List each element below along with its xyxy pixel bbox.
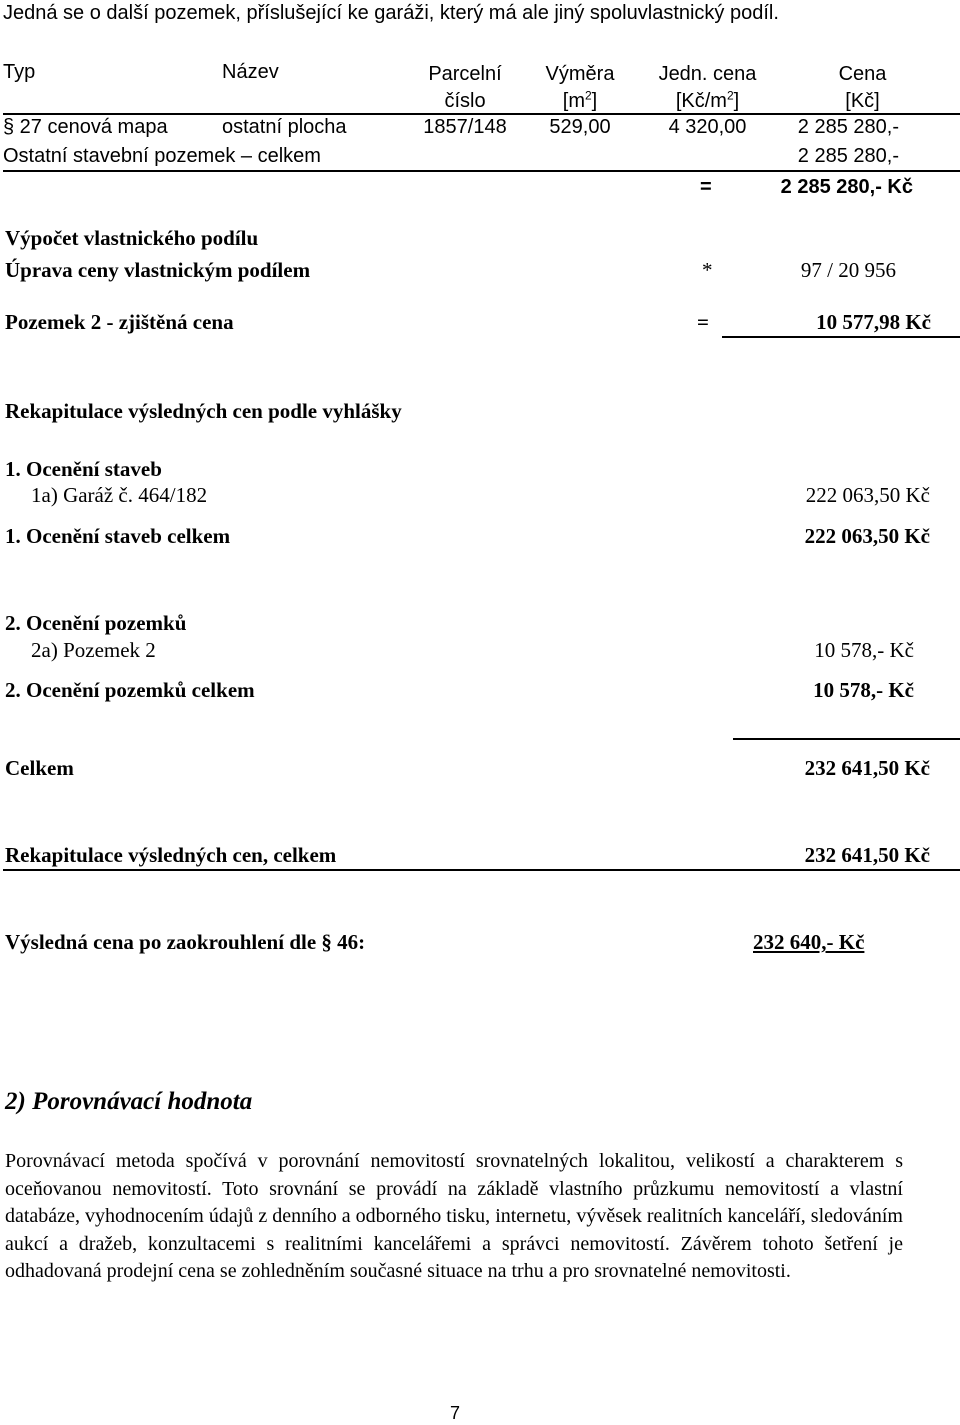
recap-total-label: Rekapitulace výsledných cen, celkem bbox=[5, 843, 337, 867]
header-rule bbox=[3, 113, 960, 115]
intro-text: Jedná se o další pozemek, příslušející ke garáži, který má ale jiný spoluvlastnický podíl. bbox=[3, 2, 779, 24]
share-adjust-label: Úprava ceny vlastnickým podílem bbox=[5, 258, 311, 282]
recap-s2-item-value: 10 578,- Kč bbox=[814, 638, 914, 662]
recap-s1-total-value: 222 063,50 Kč bbox=[804, 524, 930, 548]
row-nazev: ostatní plocha bbox=[222, 116, 347, 138]
row-jedn-cena: 4 320,00 bbox=[668, 116, 747, 138]
share-result-rule bbox=[722, 336, 960, 338]
share-adjust-operator: * bbox=[702, 258, 713, 282]
header-typ: Typ bbox=[3, 61, 36, 83]
section2-title: 2) Porovnávací hodnota bbox=[5, 1088, 253, 1115]
recap-s2-total-value: 10 578,- Kč bbox=[813, 678, 914, 702]
row-vymera: 529,00 bbox=[549, 116, 611, 138]
recap-total-rule bbox=[3, 869, 960, 871]
recap-total-value: 232 641,50 Kč bbox=[804, 843, 930, 867]
total-label: Ostatní stavební pozemek – celkem bbox=[3, 145, 321, 167]
recap-s2-title: 2. Ocenění pozemků bbox=[5, 611, 187, 635]
final-value: 232 640,- Kč bbox=[753, 930, 865, 954]
total-rule bbox=[3, 170, 960, 172]
recap-s1-total-label: 1. Ocenění staveb celkem bbox=[5, 524, 231, 548]
recap-s2-total-label: 2. Ocenění pozemků celkem bbox=[5, 678, 255, 702]
row-cena: 2 285 280,- bbox=[797, 116, 899, 138]
share-result-label: Pozemek 2 - zjištěná cena bbox=[5, 310, 234, 334]
equals-value: 2 285 280,- Kč bbox=[780, 176, 913, 198]
recap-title: Rekapitulace výsledných cen podle vyhlášky bbox=[5, 399, 402, 423]
header-nazev: Název bbox=[222, 61, 279, 83]
celkem-rule bbox=[733, 738, 960, 740]
header-cena: Cena [Kč] bbox=[838, 63, 887, 112]
header-jedn-cena: Jedn. cena $[Kč/m^2]$ bbox=[658, 63, 757, 112]
header-parcelni: Parcelní číslo bbox=[428, 63, 502, 112]
total-value: 2 285 280,- bbox=[797, 145, 899, 167]
share-result-operator: = bbox=[697, 310, 709, 334]
row-typ: § 27 cenová mapa bbox=[3, 116, 168, 138]
recap-s2-item-label: 2a) Pozemek 2 bbox=[31, 638, 156, 662]
section2-paragraph: Porovnávací metoda spočívá v porovnání nemovitostí srovnatelných lokalitou, velikostí a charakterem s oceňovanou nemovitostí. Toto srovnání se provádí na základě vlastního průzkumu nemovitostí a vlastní databáze, vyhodnocením údajů z denního a odborného tisku, internetu, vývěsek realitních kanceláří, sledováním aukcí a dražeb, konzultacemi s realitními kancelářemi a správci nemovitostí. Závěrem tohoto šetření je odhadovaná prodejní cena se zohledněním současné situace na trhu a pro srovnatelné nemovitosti. bbox=[5, 1150, 903, 1282]
recap-s1-item-label: 1a) Garáž č. 464/182 bbox=[31, 483, 208, 507]
row-parcelni: 1857/148 bbox=[423, 116, 507, 138]
page-number: 7 bbox=[449, 1403, 460, 1423]
share-adjust-value: 97 / 20 956 bbox=[800, 258, 896, 282]
share-result-value: 10 577,98 Kč bbox=[816, 310, 931, 334]
share-title: Výpočet vlastnického podílu bbox=[5, 226, 259, 250]
final-label: Výsledná cena po zaokrouhlení dle § 46: bbox=[5, 930, 366, 954]
celkem-label: Celkem bbox=[5, 756, 74, 780]
equals-sign: = bbox=[700, 176, 712, 198]
celkem-value: 232 641,50 Kč bbox=[804, 756, 930, 780]
header-vymera: Výměra $[m^2]$ bbox=[545, 63, 615, 112]
recap-s1-item-value: 222 063,50 Kč bbox=[805, 483, 930, 507]
recap-s1-title: 1. Ocenění staveb bbox=[5, 457, 162, 481]
